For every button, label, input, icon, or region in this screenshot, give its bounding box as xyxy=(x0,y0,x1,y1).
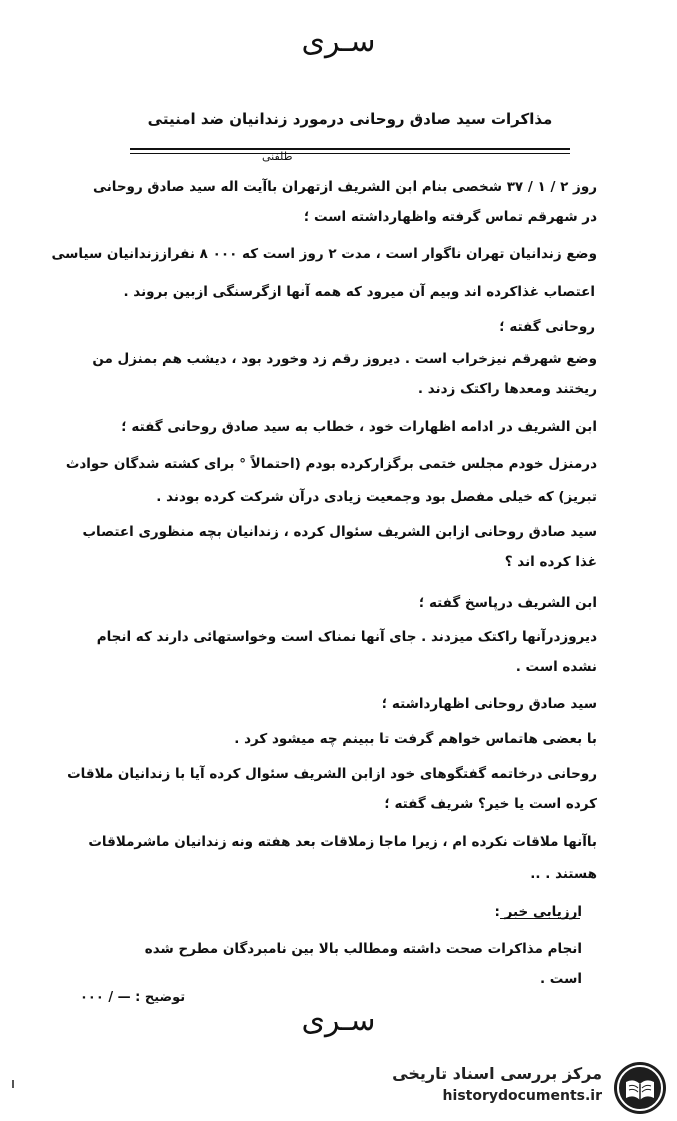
margin-mark xyxy=(12,1080,14,1088)
body-line: ابن الشریف درپاسخ گفته ؛ xyxy=(418,595,597,611)
body-line: ابن الشریف در ادامه اظهارات خود ، خطاب به سید صادق روحانی گفته ؛ xyxy=(121,419,597,435)
body-line: سید صادق روحانی ازابن الشریف سئوال کرده ، زندانیان بچه منظوری اعتصاب xyxy=(82,524,597,540)
body-line: با بعضی هاتماس خواهم گرفت تا ببینم چه میشود کرد . xyxy=(234,731,597,747)
body-line: غذا کرده اند ؟ xyxy=(504,554,597,570)
body-line: باآنها ملاقات نکرده ام ، زیرا ماجا زملاقات بعد هفته ونه زندانیان ماشرملاقات xyxy=(88,834,597,850)
body-line: روحانی گفته ؛ xyxy=(499,319,595,335)
body-line: انجام مذاکرات صحت داشته ومطالب بالا بین نامبردگان مطرح شده xyxy=(144,941,582,957)
body-line: است . xyxy=(539,971,582,987)
body-line: کرده است یا خیر؟ شریف گفته ؛ xyxy=(384,796,597,812)
body-line: در شهرقم تماس گرفته واظهارداشته است ؛ xyxy=(303,209,597,225)
body-line: وضع شهرقم نیزخراب است . دیروز رقم زد وخورد بود ، دیشب هم بمنزل من xyxy=(92,351,597,367)
body-line: هستند . .. xyxy=(530,866,597,882)
watermark-logo xyxy=(392,1060,668,1116)
classification-bottom: سـری xyxy=(301,1003,376,1038)
body-line: روز ۲ / ۱ / ۳۷ شخصی بنام ابن الشریف ازتهران باآیت اله سید صادق روحانی xyxy=(93,179,597,195)
handwritten-note: طلفنی xyxy=(262,150,293,163)
document-title: مذاکرات سید صادق روحانی درمورد زندانیان ضد امنیتی xyxy=(147,110,553,128)
body-line: تبریز) که خیلی مفصل بود وجمعیت زیادی درآن شرکت کرده بودند . xyxy=(156,489,597,505)
body-line: ریختند ومعدها راکتک زدند . xyxy=(417,381,597,397)
body-line: درمنزل خودم مجلس ختمی برگزارکرده بودم (احتمالاً ° برای کشته شدگان حوادث xyxy=(65,456,597,472)
watermark-text-en: historydocuments.ir xyxy=(442,1088,602,1104)
evaluation-heading: ارزیابی خبر : xyxy=(494,904,582,920)
body-line: وضع زندانیان تهران ناگوار است ، مدت ۲ روز است که ۰۰۰ ۸ نفراززندانیان سیاسی xyxy=(51,246,597,262)
title-underline-thin xyxy=(130,153,570,154)
body-line: دیروزدرآنها راکتک میزدند . جای آنها نمناک است وخواستهائی دارند که انجام xyxy=(96,629,597,645)
body-line: روحانی درخاتمه گفتگوهای خود ازابن الشریف سئوال کرده آیا با زندانیان ملاقات xyxy=(67,766,597,782)
title-underline xyxy=(130,148,570,150)
book-emblem-icon xyxy=(612,1060,668,1116)
evaluation-underline xyxy=(500,918,580,919)
footer-signature: توضیح : — / ۰۰۰ xyxy=(80,990,186,1005)
classification-top: سـری xyxy=(301,24,376,59)
body-line: نشده است . xyxy=(515,659,597,675)
watermark-text-fa: مرکز بررسی اسناد تاریخی xyxy=(392,1064,602,1083)
body-line: اعتصاب غذاکرده اند وبیم آن میرود که همه آنها ازگرسنگی ازبین بروند . xyxy=(123,284,595,300)
body-line: سید صادق روحانی اظهارداشته ؛ xyxy=(381,696,597,712)
